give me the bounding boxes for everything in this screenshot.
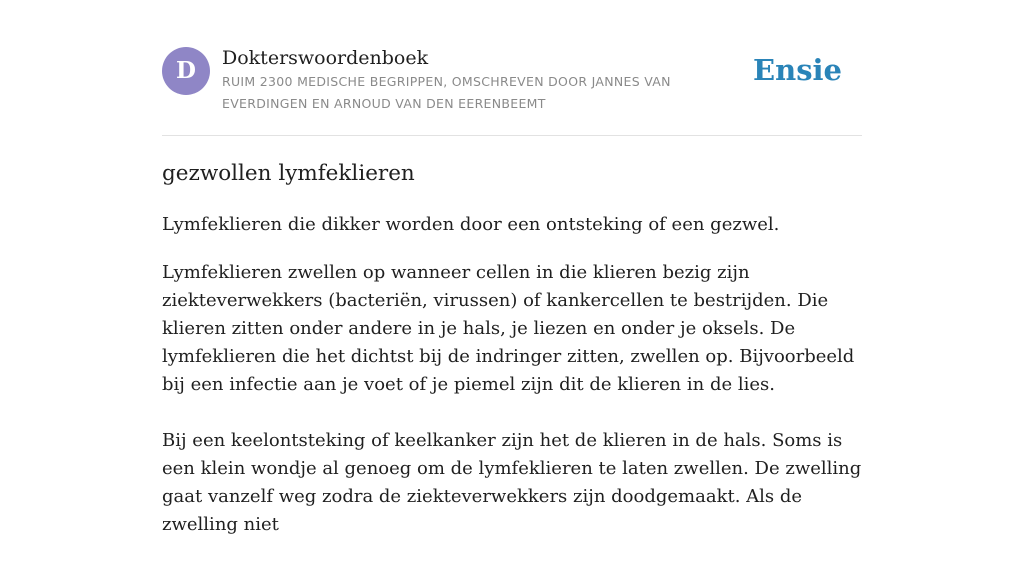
page-title: gezwollen lymfeklieren <box>162 161 415 186</box>
definition-body <box>162 259 862 567</box>
ensie-logo-link[interactable]: Ensie <box>753 53 842 87</box>
avatar[interactable]: D <box>162 47 210 95</box>
body-paragraph: Lymfeklieren zwellen op wanneer cellen in die klieren bezig zijn ziekteverwekkers (bacteriën, virussen) of kankercellen te bestrijden. Die klieren zitten onder andere in je hals, je liezen en onder je oksels. De lymfeklieren die het dichtst bij de indringer zitten, zwellen op. Bijvoorbeeld bij een infectie aan je voet of je piemel zijn dit de klieren in de lies. <box>162 262 855 395</box>
article-page <box>162 0 862 535</box>
body-paragraph: Bij een keelontsteking of keelkanker zijn het de klieren in de hals. Soms is een klein wondje al genoeg om de lymfeklieren te laten zwellen. De zwelling gaat vanzelf weg zodra de ziekteverwekkers zijn doodgemaakt. Als de zwelling niet <box>162 430 862 535</box>
source-header <box>162 0 862 136</box>
definition-summary: Lymfeklieren die dikker worden door een ontsteking of een gezwel. <box>162 214 780 235</box>
source-name-link[interactable]: Dokterswoordenboek <box>222 47 429 69</box>
source-description: RUIM 2300 MEDISCHE BEGRIPPEN, OMSCHREVEN DOOR JANNES VAN EVERDINGEN EN ARNOUD VAN DEN EERENBEEMT <box>222 74 671 111</box>
